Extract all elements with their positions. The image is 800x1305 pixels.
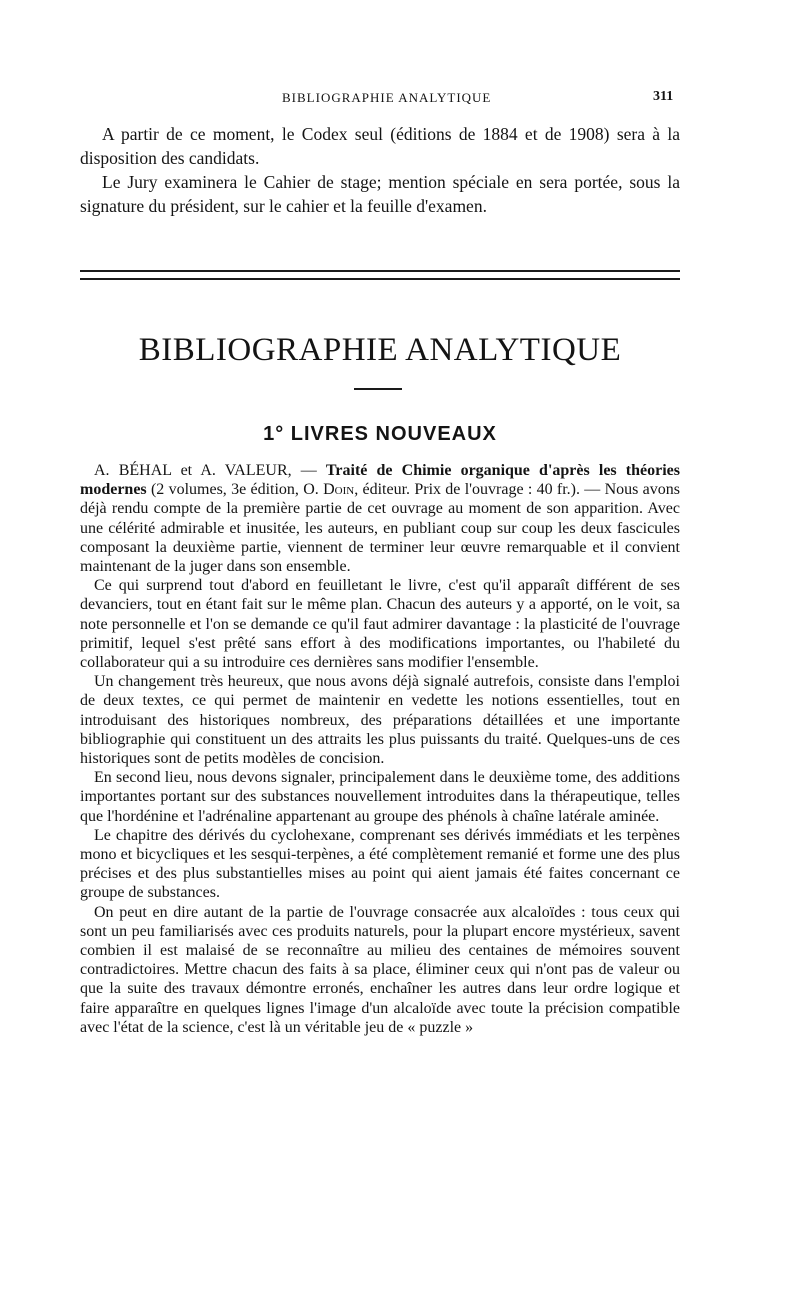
subsection-title: 1° LIVRES NOUVEAUX — [263, 423, 497, 445]
review-paragraph: On peut en dire autant de la partie de l'ouvrage consacrée aux alcaloïdes : tous ceux qui sont un peu familiarisés avec ces produits naturels, pour la plupart encore mystérieux, savent combien il est malaisé de se reconnaître au milieu des centaines de mémoires souvent contradictoires. Mettre chacun des faits à sa place, éliminer ceux qui n'ont pas de valeur ou que la suite des travaux démontre erronés, enchaîner les autres dans leur ordre logique et faire apparaître en quelques lignes l'image d'un alcaloïde avec toute la précision compatible avec l'état de la science, c'est là un véritable jeu de « puzzle » — [80, 903, 680, 1036]
intro-paragraph-1: A partir de ce moment, le Codex seul (éditions de 1884 et de 1908) sera à la disposition des candidats. — [80, 124, 680, 168]
intro-paragraph-2: Le Jury examinera le Cahier de stage; mention spéciale en sera portée, sous la signature du président, sur le cahier et la feuille d'examen. — [80, 172, 680, 216]
review-details-1: (2 volumes, 3e édition, — [146, 481, 304, 499]
review-opening-paragraph — [80, 461, 680, 576]
section-title: BIBLIOGRAPHIE ANALYTIQUE — [138, 332, 622, 368]
review-body — [80, 461, 680, 1037]
title-separator — [354, 388, 402, 390]
intro-text — [80, 122, 680, 218]
review-details-2: , éditeur. Prix de l'ouvrage : 40 fr.). — Nous avons déjà rendu compte de la première partie de cet ouvrage au moment de son apparition. Avec une célérité admirable et inusitée, les auteurs, en publiant coup sur coup les deux fascicules composant la deuxième partie, viennent de terminer leur œuvre remarquable et il convient maintenant de la juger dans son ensemble. — [80, 481, 680, 576]
review-authors: A. BÉHAL et A. VALEUR, — — [94, 462, 326, 479]
review-publisher: O. Doin — [303, 481, 355, 499]
double-rule-bottom — [80, 278, 680, 280]
review-paragraph: Un changement très heureux, que nous avons déjà signalé autrefois, consiste dans l'emploi de deux textes, ce qui permet de maintenir en vedette les notions essentielles, tout en introduisant des historiques nombreux, des préparations détaillées et une importante bibliographie qui constituent un des attraits les plus puissants du traité. Quelques-uns de ces historiques sont de petits modèles de concision. — [80, 673, 680, 768]
review-paragraph: Ce qui surprend tout d'abord en feuilletant le livre, c'est qu'il apparaît différent de ses devanciers, tout en étant fait sur le même plan. Chacun des auteurs y a apporté, on le voit, sa note personnelle et l'on se demande ce qu'il faut admirer davantage : la plasticité de l'ouvrage primitif, lequel s'est prêté sans effort à des modifications importantes, ou l'habileté du collaborateur qui a su introduire ces dernières sans modifier l'ensemble. — [80, 577, 680, 672]
page-number: 311 — [653, 89, 674, 104]
review-paragraph: Le chapitre des dérivés du cyclohexane, comprenant ses dérivés immédiats et les terpènes mono et bicycliques et les sesqui-terpènes, a été complètement remanié et forme une des plus précises et des plus substantielles mises au point qui aient jamais été faites concernant ce groupe de substances. — [80, 826, 680, 902]
double-rule-top — [80, 270, 680, 272]
review-paragraph: En second lieu, nous devons signaler, principalement dans le deuxième tome, des additions importantes portant sur des substances nouvellement introduites dans la thérapeutique, telles que l'hordénine et l'adrénaline appartenant au groupe des phénols à chaîne latérale aminée. — [80, 769, 680, 825]
review-book-title: Traité de Chimie organique d'après les théories modernes — [80, 462, 680, 499]
running-head: BIBLIOGRAPHIE ANALYTIQUE — [282, 90, 492, 105]
